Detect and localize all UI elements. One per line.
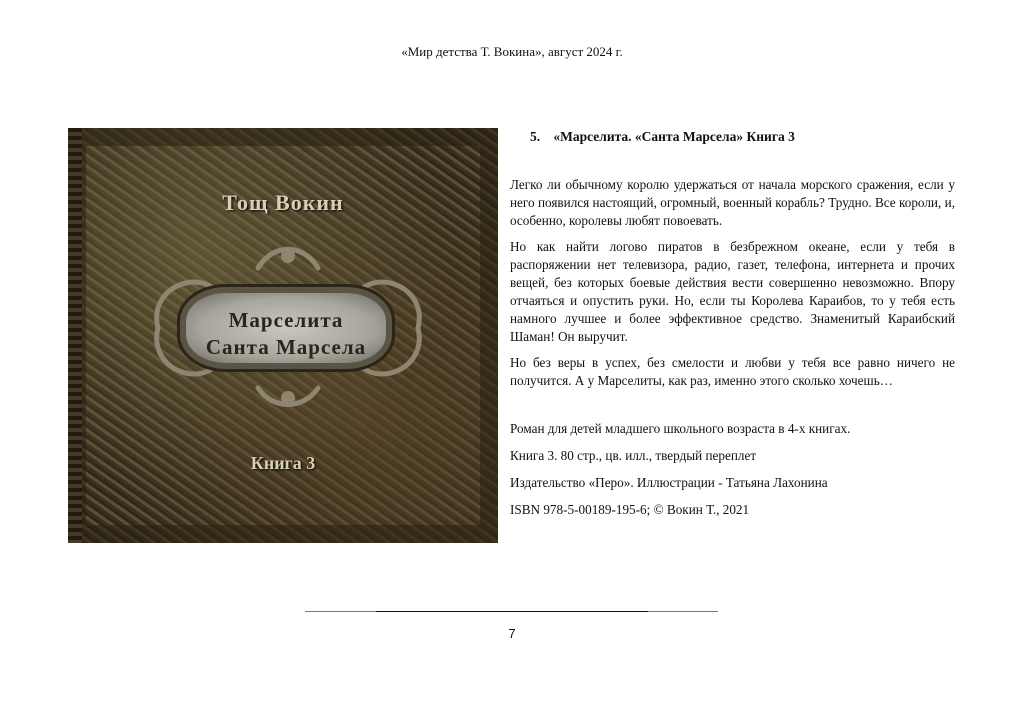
- page-header: «Мир детства Т. Вокина», август 2024 г.: [401, 44, 623, 59]
- cover-book-number: Книга 3: [250, 453, 316, 473]
- article-content: [510, 128, 955, 528]
- article-number: 5.: [530, 129, 541, 144]
- book-info: [510, 420, 955, 519]
- article-title-text: «Марселита. «Санта Марсела» Книга 3: [553, 129, 795, 144]
- book-cover-image: [68, 128, 498, 543]
- cover-title-line1: Марселита: [228, 308, 344, 332]
- cover-author: Тощ Вокин: [222, 190, 344, 215]
- footer-divider-accent: [376, 611, 648, 612]
- page-number: 7: [508, 626, 516, 641]
- article-paragraph: Легко ли обычному королю удержаться от начала морского сражения, если у него появился настоящий, огромный, военный корабль? Трудно. Все короли, и, особенно, королевы любят повоевать.: [510, 177, 955, 228]
- book-info-line: Роман для детей младшего школьного возраста в 4-х книгах.: [510, 421, 851, 436]
- book-info-line: ISBN 978-5-00189-195-6; © Вокин Т., 2021: [510, 502, 750, 517]
- article-title: [530, 128, 955, 146]
- book-info-line: Издательство «Перо». Иллюстрации - Татьяна Лахонина: [510, 475, 828, 490]
- article-paragraph: Но без веры в успех, без смелости и любви у тебя все равно ничего не получится. А у Марселиты, как раз, именно этого сколько хочешь…: [510, 355, 955, 388]
- cover-title-line2: Санта Марсела: [205, 335, 367, 359]
- book-info-line: Книга 3. 80 стр., цв. илл., твердый переплет: [510, 448, 757, 463]
- article-paragraph: Но как найти логово пиратов в безбрежном океане, если у тебя в распоряжении нет телевизора, радио, газет, телефона, интернета и прочих вещей, без которых боевые действия вести совершенно невозможно. Впору отчаяться и опустить руки. Но, если ты Королева Караибов, то у тебя есть намного лучшее и более эффективное средство. Знаменитый Караибский Шаман! Он выручит.: [510, 239, 955, 344]
